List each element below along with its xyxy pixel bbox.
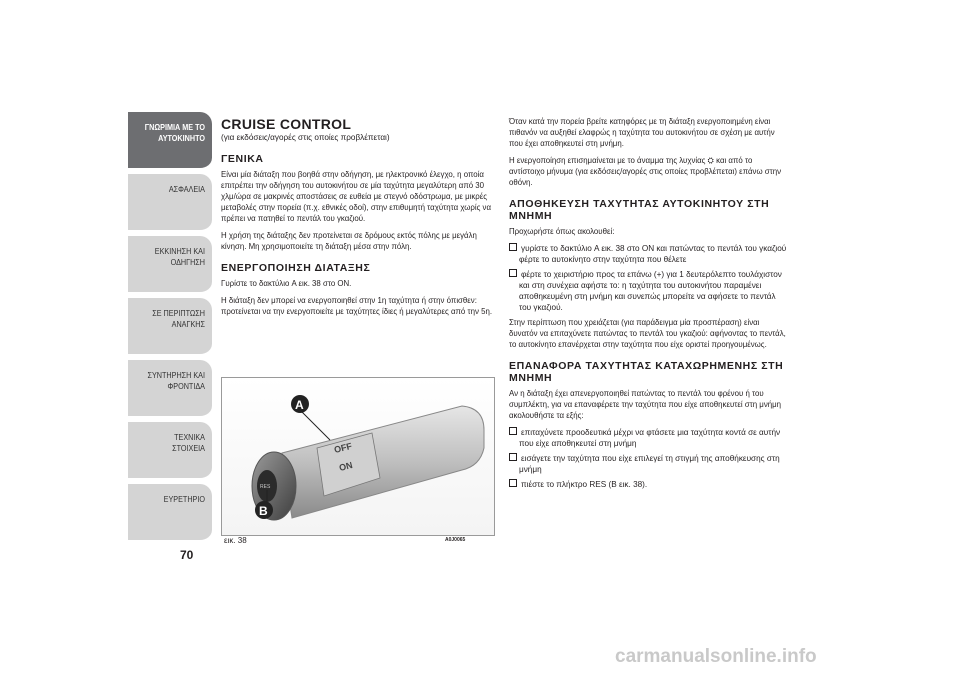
checkbox-bullet-icon bbox=[509, 453, 517, 461]
paragraph: Στην περίπτωση που χρειάζεται (για παράδειγμα μία προσπέραση) είναι δυνατόν να επιταχύνετε πατώντας το πεντάλ του γκαζιού: αφήνοντας το πεντάλ, το αυτοκίνητο επανέρχεται στην ταχύτητα που είχε οριστεί προηγουμένως. bbox=[509, 318, 786, 349]
heading-activation: ΕΝΕΡΓΟΠΟΙΗΣΗ ΔΙΑΤΑΞΗΣ bbox=[221, 262, 371, 274]
checkbox-bullet-icon bbox=[509, 427, 517, 435]
paragraph: Γυρίστε το δακτύλιο A εικ. 38 στο ON. bbox=[221, 279, 352, 288]
off-label: OFF bbox=[333, 440, 353, 455]
page-title: CRUISE CONTROL bbox=[221, 116, 352, 132]
figure-code: A0J0065 bbox=[445, 537, 466, 543]
on-label: ON bbox=[338, 459, 354, 473]
tab-technical-data[interactable]: ΤΕΧΝΙΚΑ ΣΤΟΙΧΕΙΑ bbox=[128, 422, 212, 480]
lever-illustration bbox=[222, 378, 494, 535]
paragraph: Η ενεργοποίηση επισημαίνεται με το άναμμα της λυχνίας ⛭ και από το αντίστοιχο μήνυμα (για εκδόσεις/αγορές στις οποίες προβλέπεται) επάνω στην οθόνη. bbox=[509, 156, 782, 187]
figure-cruise-lever bbox=[221, 377, 495, 536]
watermark: carmanualsonline.info bbox=[615, 646, 817, 667]
list-item: εισάγετε την ταχύτητα που είχε επιλεγεί τη στιγμή της αποθήκευσης στη μνήμη bbox=[509, 453, 787, 475]
right-column bbox=[509, 116, 787, 494]
page-subtitle: (για εκδόσεις/αγορές στις οποίες προβλέπεται) bbox=[221, 133, 390, 142]
tab-safety[interactable]: ΑΣΦΑΛΕΙΑ bbox=[128, 174, 212, 232]
list-item: επιταχύνετε προοδευτικά μέχρι να φτάσετε μια ταχύτητα κοντά σε αυτήν που είχε αποθηκευτεί στη μνήμη bbox=[509, 427, 787, 449]
checkbox-bullet-icon bbox=[509, 479, 517, 487]
tab-maintenance[interactable]: ΣΥΝΤΗΡΗΣΗ ΚΑΙ ΦΡΟΝΤΙΔΑ bbox=[128, 360, 212, 418]
heading-general: ΓΕΝΙΚΑ bbox=[221, 153, 264, 165]
tab-index[interactable]: ΕΥΡΕΤΗΡΙΟ bbox=[128, 484, 212, 542]
paragraph: Η διάταξη δεν μπορεί να ενεργοποιηθεί στην 1η ταχύτητα ή στην όπισθεν: προτείνεται να την ενεργοποιείτε με ταχύτητες ίδιες ή μεγαλύτερες από την 5η. bbox=[221, 296, 493, 316]
callout-a-text: A bbox=[295, 398, 304, 412]
paragraph: Προχωρήστε όπως ακολουθεί: bbox=[509, 227, 615, 236]
tab-starting-driving[interactable]: ΕΚΚΙΝΗΣΗ ΚΑΙ ΟΔΗΓΗΣΗ bbox=[128, 236, 212, 294]
chapter-tabs bbox=[128, 112, 212, 542]
list-item: φέρτε το χειριστήριο προς τα επάνω (+) για 1 δευτερόλεπτο τουλάχιστον και στη συνέχεια αφήστε το: η ταχύτητα του αυτοκινήτου παραμένει αποθηκευμένη στη μνήμη και συνεπώς μπορείτε να αφήσετε το πεντάλ του γκαζιού. bbox=[509, 269, 787, 313]
heading-recall-speed: ΕΠΑΝΑΦΟΡΑ ΤΑΧΥΤΗΤΑΣ ΚΑΤΑΧΩΡΗΜΕΝΗΣ ΣΤΗ ΜΝΗΜΗ bbox=[509, 360, 784, 384]
checkbox-bullet-icon bbox=[509, 243, 517, 251]
checkbox-bullet-icon bbox=[509, 269, 517, 277]
paragraph: Όταν κατά την πορεία βρείτε κατηφόρες με τη διάταξη ενεργοποιημένη είναι πιθανόν να αυξηθεί ελαφρώς η ταχύτητα του αυτοκινήτου σε σχέση με αυτήν που έχει αποθηκευτεί στη μνήμη. bbox=[509, 117, 775, 148]
list-item: γυρίστε το δακτύλιο A εικ. 38 στο ON και πατώντας το πεντάλ του γκαζιού φέρτε το αυτοκίνητο στην ταχύτητα που θέλετε bbox=[509, 243, 787, 265]
list-item: πιέστε το πλήκτρο RES (B εικ. 38). bbox=[509, 479, 787, 490]
heading-store-speed: ΑΠΟΘΗΚΕΥΣΗ ΤΑΧΥΤΗΤΑΣ ΑΥΤΟΚΙΝΗΤΟΥ ΣΤΗ ΜΝΗΜΗ bbox=[509, 198, 770, 222]
paragraph: Η χρήση της διάταξης δεν προτείνεται σε δρόμους εκτός πόλης με μεγάλη κίνηση. Μη χρησιμοποιείτε τη διάταξη μέσα στην πόλη. bbox=[221, 231, 477, 251]
tab-emergency[interactable]: ΣΕ ΠΕΡΙΠΤΩΣΗ ΑΝΑΓΚΗΣ bbox=[128, 298, 212, 356]
left-column bbox=[221, 116, 493, 323]
paragraph: Αν η διάταξη έχει απενεργοποιηθεί πατώντας το πεντάλ του φρένου ή του συμπλέκτη, για να επαναφέρετε την ταχύτητα που είχε αποθηκευτεί στη μνήμη ακολουθήστε τα εξής: bbox=[509, 389, 782, 420]
callout-line-a bbox=[300, 410, 330, 440]
figure-caption: εικ. 38 bbox=[224, 536, 247, 545]
callout-b-text: B bbox=[259, 504, 268, 518]
res-label: RES bbox=[260, 484, 271, 490]
page-number: 70 bbox=[180, 548, 194, 562]
tab-getting-to-know[interactable]: ΓΝΩΡΙΜΙΑ ΜΕ ΤΟ ΑΥΤΟΚΙΝΗΤΟ bbox=[128, 112, 212, 170]
paragraph: Είναι μία διάταξη που βοηθά στην οδήγηση, με ηλεκτρονικό έλεγχο, η οποία επιτρέπει την οδήγηση του αυτοκινήτου σε μία ταχύτητα μεγαλύτερη από 30 χλμ/ώρα σε μακρινές αποστάσεις σε ευθεία με στεγνό οδόστρωμα, με μικρές μεταβολές στην πορεία (π.χ. εθνικές οδοί), στην επιθυμητή ταχύτητα χωρίς να πρέπει να πατηθεί το πεντάλ του γκαζιού. bbox=[221, 170, 492, 223]
